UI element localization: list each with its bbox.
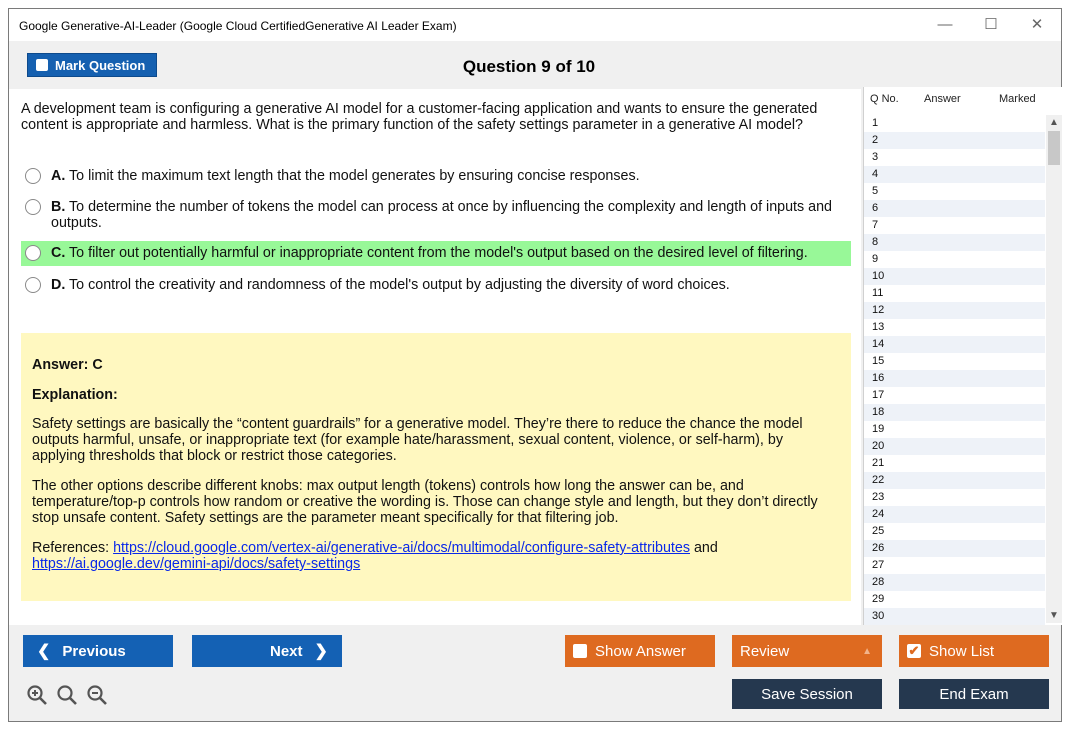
save-session-label: Save Session	[761, 685, 853, 703]
references-and: and	[690, 540, 718, 556]
question-list-row[interactable]: 20	[864, 438, 1045, 455]
next-button[interactable]	[192, 635, 342, 667]
question-list-row[interactable]: 8	[864, 234, 1045, 251]
question-counter: Question 9 of 10	[462, 57, 596, 76]
chevron-right-icon: ❯	[314, 643, 328, 660]
question-text: A development team is configuring a generative AI model for a customer-facing application and wants to ensure the generated content is appropriate and harmless. What is the primary function of the safety settings parameter in a generative AI model?	[21, 101, 818, 133]
question-list-row[interactable]: 11	[872, 287, 884, 299]
show-list-label: Show List	[929, 642, 995, 660]
previous-label: Previous	[62, 642, 126, 660]
mark-question-label: Mark Question	[55, 57, 146, 73]
end-exam-label: End Exam	[939, 685, 1009, 703]
maximize-button[interactable]: ☐	[984, 16, 998, 33]
show-list-button[interactable]	[899, 635, 1049, 667]
option-text: To filter out potentially harmful or inappropriate content from the model's output based on the desired level of filtering.	[65, 245, 808, 261]
question-list-row[interactable]: 13	[872, 321, 885, 333]
question-list-row[interactable]: 18	[864, 404, 1045, 421]
review-label: Review	[740, 642, 790, 660]
option-text: To limit the maximum text length that the model generates by ensuring concise responses.	[65, 168, 640, 184]
zoom-in-icon[interactable]	[26, 684, 48, 711]
question-list-row[interactable]: 7	[872, 219, 879, 231]
question-list-row[interactable]: 22	[864, 472, 1045, 489]
review-dropdown[interactable]	[732, 635, 882, 667]
answer-label: Answer: C	[32, 357, 103, 373]
question-list-row[interactable]: 27	[872, 559, 885, 571]
option-c[interactable]	[21, 241, 851, 266]
zoom-out-icon[interactable]	[86, 684, 108, 711]
question-list-row[interactable]: 19	[872, 423, 885, 435]
radio-icon[interactable]	[25, 277, 41, 293]
question-rows	[864, 115, 1045, 625]
checkmark-icon: ✔	[908, 643, 920, 658]
reference-link-gemini[interactable]: https://ai.google.dev/gemini-api/docs/safety-settings	[32, 556, 361, 572]
column-answer[interactable]: Answer	[924, 93, 961, 105]
question-list-row[interactable]: 21	[872, 457, 885, 469]
question-list-row[interactable]: 29	[872, 593, 885, 605]
question-list-row[interactable]: 28	[864, 574, 1045, 591]
question-list-row[interactable]: 1	[872, 117, 879, 129]
question-list-row[interactable]: 16	[864, 370, 1045, 387]
option-d[interactable]	[21, 274, 851, 296]
app-window	[8, 8, 1062, 722]
close-button[interactable]: ✕	[1030, 16, 1044, 33]
question-list-row[interactable]: 17	[872, 389, 885, 401]
option-letter: A.	[51, 168, 66, 184]
column-qno[interactable]: Q No.	[870, 93, 899, 105]
scroll-thumb[interactable]	[1048, 131, 1060, 165]
scroll-down-icon[interactable]: ▼	[1049, 610, 1059, 621]
question-list-row[interactable]: 15	[872, 355, 885, 367]
question-list-row[interactable]: 30	[864, 608, 1045, 625]
next-label: Next	[270, 642, 303, 660]
answer-explanation-box	[21, 333, 851, 601]
references-label: References:	[32, 540, 114, 556]
show-answer-button[interactable]	[565, 635, 715, 667]
minimize-button[interactable]: —	[937, 16, 953, 33]
explanation-label: Explanation:	[32, 387, 118, 403]
question-list-row[interactable]: 26	[864, 540, 1045, 557]
checkbox-icon	[573, 644, 587, 658]
question-list-row[interactable]: 14	[864, 336, 1045, 353]
option-text: To control the creativity and randomness of the model's output by adjusting the diversity of word choices.	[65, 277, 730, 293]
references	[32, 540, 839, 572]
question-list-row[interactable]: 2	[864, 132, 1045, 149]
question-list-row[interactable]: 24	[864, 506, 1045, 523]
question-list-row[interactable]: 4	[864, 166, 1045, 183]
question-list-row[interactable]: 6	[864, 200, 1045, 217]
question-header	[9, 41, 1061, 89]
reference-link-vertex[interactable]: https://cloud.google.com/vertex-ai/generative-ai/docs/multimodal/configure-safety-attributes	[113, 540, 690, 556]
question-list-row[interactable]: 10	[864, 268, 1045, 285]
zoom-reset-icon[interactable]	[56, 684, 78, 711]
title-bar	[9, 9, 1061, 41]
footer-toolbar	[9, 625, 1061, 721]
option-b[interactable]	[21, 196, 851, 232]
option-text: To determine the number of tokens the model can process at once by influencing the complexity and length of inputs and outputs.	[51, 199, 832, 231]
question-list-row[interactable]: 25	[872, 525, 885, 537]
column-marked[interactable]: Marked	[999, 93, 1036, 105]
scroll-up-icon[interactable]: ▲	[1049, 117, 1059, 128]
explanation-paragraph-2: The other options describe different knobs: max output length (tokens) controls how long the answer can be, and temperature/top-p controls how random or creative the wording is. Those can change style and length, but they don’t directly stop unsafe content. Safety settings are the parameter meant specifically for that filtering job.	[32, 478, 818, 526]
radio-icon[interactable]	[25, 168, 41, 184]
option-letter: B.	[51, 199, 66, 215]
question-list-row[interactable]: 23	[872, 491, 885, 503]
option-letter: C.	[51, 245, 66, 261]
option-a[interactable]	[21, 165, 851, 187]
question-panel	[9, 89, 861, 625]
question-list-row[interactable]: 5	[872, 185, 879, 197]
radio-icon[interactable]	[25, 245, 41, 261]
previous-button[interactable]	[23, 635, 173, 667]
option-letter: D.	[51, 277, 66, 293]
question-list-row[interactable]: 12	[864, 302, 1045, 319]
question-list-row[interactable]: 3	[872, 151, 879, 163]
radio-icon[interactable]	[25, 199, 41, 215]
question-list-row[interactable]: 9	[872, 253, 879, 265]
question-list	[863, 87, 1062, 625]
save-session-button[interactable]	[732, 679, 882, 709]
list-scrollbar[interactable]	[1046, 115, 1062, 623]
explanation-paragraph-1: Safety settings are basically the “content guardrails” for a generative model. They’re there to reduce the chance the model outputs harmful, unsafe, or inappropriate text (for example hate/harassment, sexual content, violence, or self-harm), by applying thresholds that block or restrict those categories.	[32, 416, 803, 464]
end-exam-button[interactable]	[899, 679, 1049, 709]
show-answer-label: Show Answer	[595, 642, 686, 660]
chevron-left-icon: ❮	[37, 643, 51, 660]
question-list-header	[864, 87, 1062, 113]
chevron-up-icon: ▲	[862, 645, 872, 657]
window-title: Google Generative-AI-Leader (Google Cloud CertifiedGenerative AI Leader Exam)	[19, 19, 457, 33]
